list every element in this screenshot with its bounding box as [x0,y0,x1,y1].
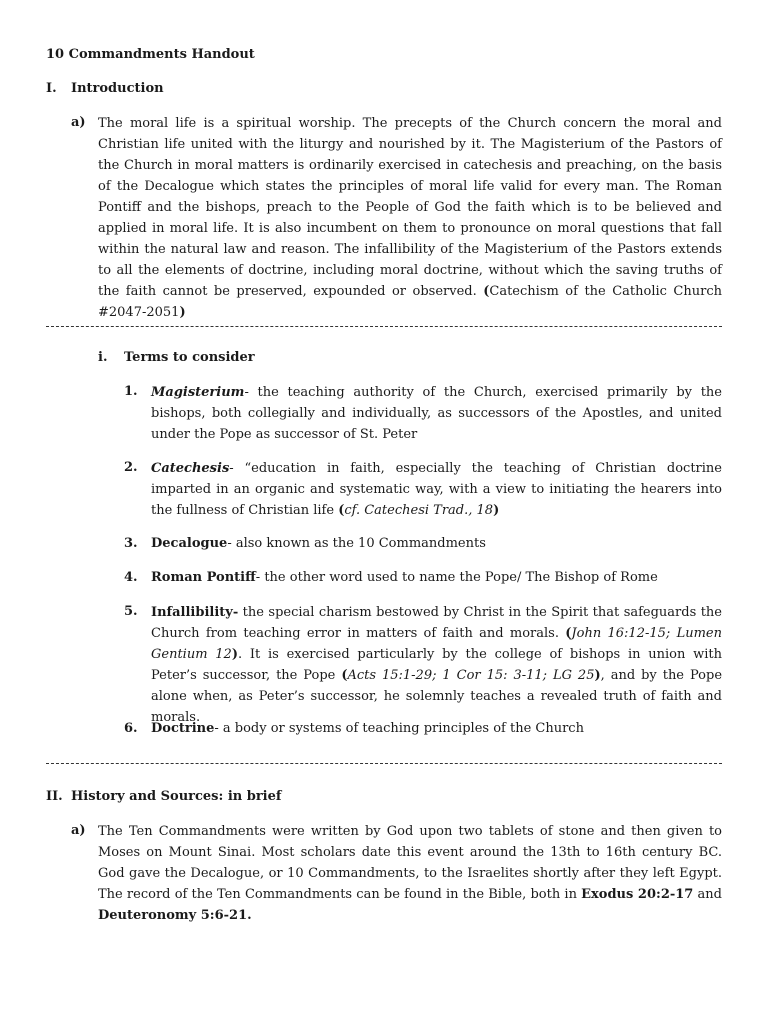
section-divider [46,763,722,764]
term-2-definition: - “education in faith, especially the teaching of Christian doctrine imparted in an organic and systematic way, with a view to initiating the hearers into the fullness of Christian life [151,461,722,518]
term-5-close-paren-1: ) [231,647,238,662]
terms-title: Terms to consider [124,350,255,365]
history-item-label: a) [71,823,86,838]
intro-citation: Catechism of the Catholic Church #2047-2051 [98,284,722,320]
term-2-name: Catechesis [151,461,230,476]
section-2-number: II. [46,789,63,804]
term-5-definition-2: . It is exercised particularly by the college of bishops in union with Peter’s successor, the Pope [151,647,722,683]
term-5-name: Infallibility- [151,605,239,620]
terms-number: i. [98,350,108,365]
section-1-number: I. [46,81,57,96]
history-end: . [247,908,252,923]
term-6-definition: - a body or systems of teaching principles of the Church [214,721,584,736]
term-5-citation-2: Acts 15:1-29; 1 Cor 15: 3-11; LG 25 [347,668,595,683]
term-2-item [151,458,722,521]
term-5-number: 5. [124,604,138,619]
history-ref-exodus: Exodus 20:2-17 [581,887,694,902]
term-3-number: 3. [124,536,138,551]
term-5-definition-1: the special charism bestowed by Christ in the Spirit that safeguards the Church from teaching error in matters of faith and morals. [151,605,722,641]
term-1-number: 1. [124,384,138,399]
section-divider [46,326,722,327]
intro-text: The moral life is a spiritual worship. The precepts of the Church concern the moral and Christian life united with the liturgy and nourished by it. The Magisterium of the Pastors of the Church in moral matters is ordinarily exercised in catechesis and preaching, on the basis of the Decalogue which states the principles of moral life valid for every man. The Roman Pontiff and the bishops, preach to the People of God the faith which is to be believed and applied in moral life. It is also incumbent on them to pronounce on moral questions that fall within the natural law and reason. The infallibility of the Magisterium of the Pastors extends to all the elements of doctrine, including moral doctrine, without which the saving truths of the faith cannot be preserved, expounded or observed. [98,116,722,299]
intro-paragraph [98,113,722,323]
term-4-item [151,570,722,585]
history-ref-deuteronomy: Deuteronomy 5:6-21 [98,908,248,923]
term-2-close-paren: ) [493,503,500,518]
term-4-number: 4. [124,570,138,585]
term-5-open-paren-2: ( [341,668,348,683]
term-2-open-paren: ( [338,503,345,518]
term-5-definition-3: , and by the Pope alone when, as Peter’s successor, he solemnly teaches a revealed truth of faith and morals. [151,668,723,725]
term-4-definition: - the other word used to name the Pope/ The Bishop of Rome [255,570,658,585]
term-5-close-paren-2: ) [594,668,601,683]
term-6-number: 6. [124,721,138,736]
term-1-definition: - the teaching authority of the Church, exercised primarily by the bishops, both collegially and individually, as successors of the Apostles, and united under the Pope as successor of St. Peter [151,385,722,442]
term-2-citation: cf. Catechesi Trad., 18 [344,503,494,518]
term-1-name: Magisterium [151,385,245,400]
term-4-name: Roman Pontiff [151,570,256,585]
intro-close-paren: ) [179,305,186,320]
history-paragraph [98,821,722,926]
term-3-name: Decalogue [151,536,228,551]
intro-open-paren: ( [483,284,490,299]
section-2-title: History and Sources: in brief [71,789,282,804]
section-1-title: Introduction [71,81,164,96]
term-6-name: Doctrine [151,721,215,736]
document-title: 10 Commandments Handout [46,47,255,62]
intro-item-label: a) [71,115,86,130]
term-1-item [151,382,722,445]
history-text: The Ten Commandments were written by God upon two tablets of stone and then given to Moses on Mount Sinai. Most scholars date this event around the 13th to 16th century BC. God gave the Decalogue, or 10 Commandments, to the Israelites shortly after they left Egypt. The record of the Ten Commandments can be found in the Bible, both in [98,824,722,902]
term-5-item [151,602,722,728]
term-2-number: 2. [124,460,138,475]
term-5-citation-1: John 16:12-15; Lumen Gentium 12 [151,626,722,662]
term-5-open-paren-1: ( [565,626,572,641]
term-3-item [151,536,722,551]
term-6-item [151,721,722,736]
term-3-definition: - also known as the 10 Commandments [227,536,486,551]
history-and: and [693,887,723,902]
